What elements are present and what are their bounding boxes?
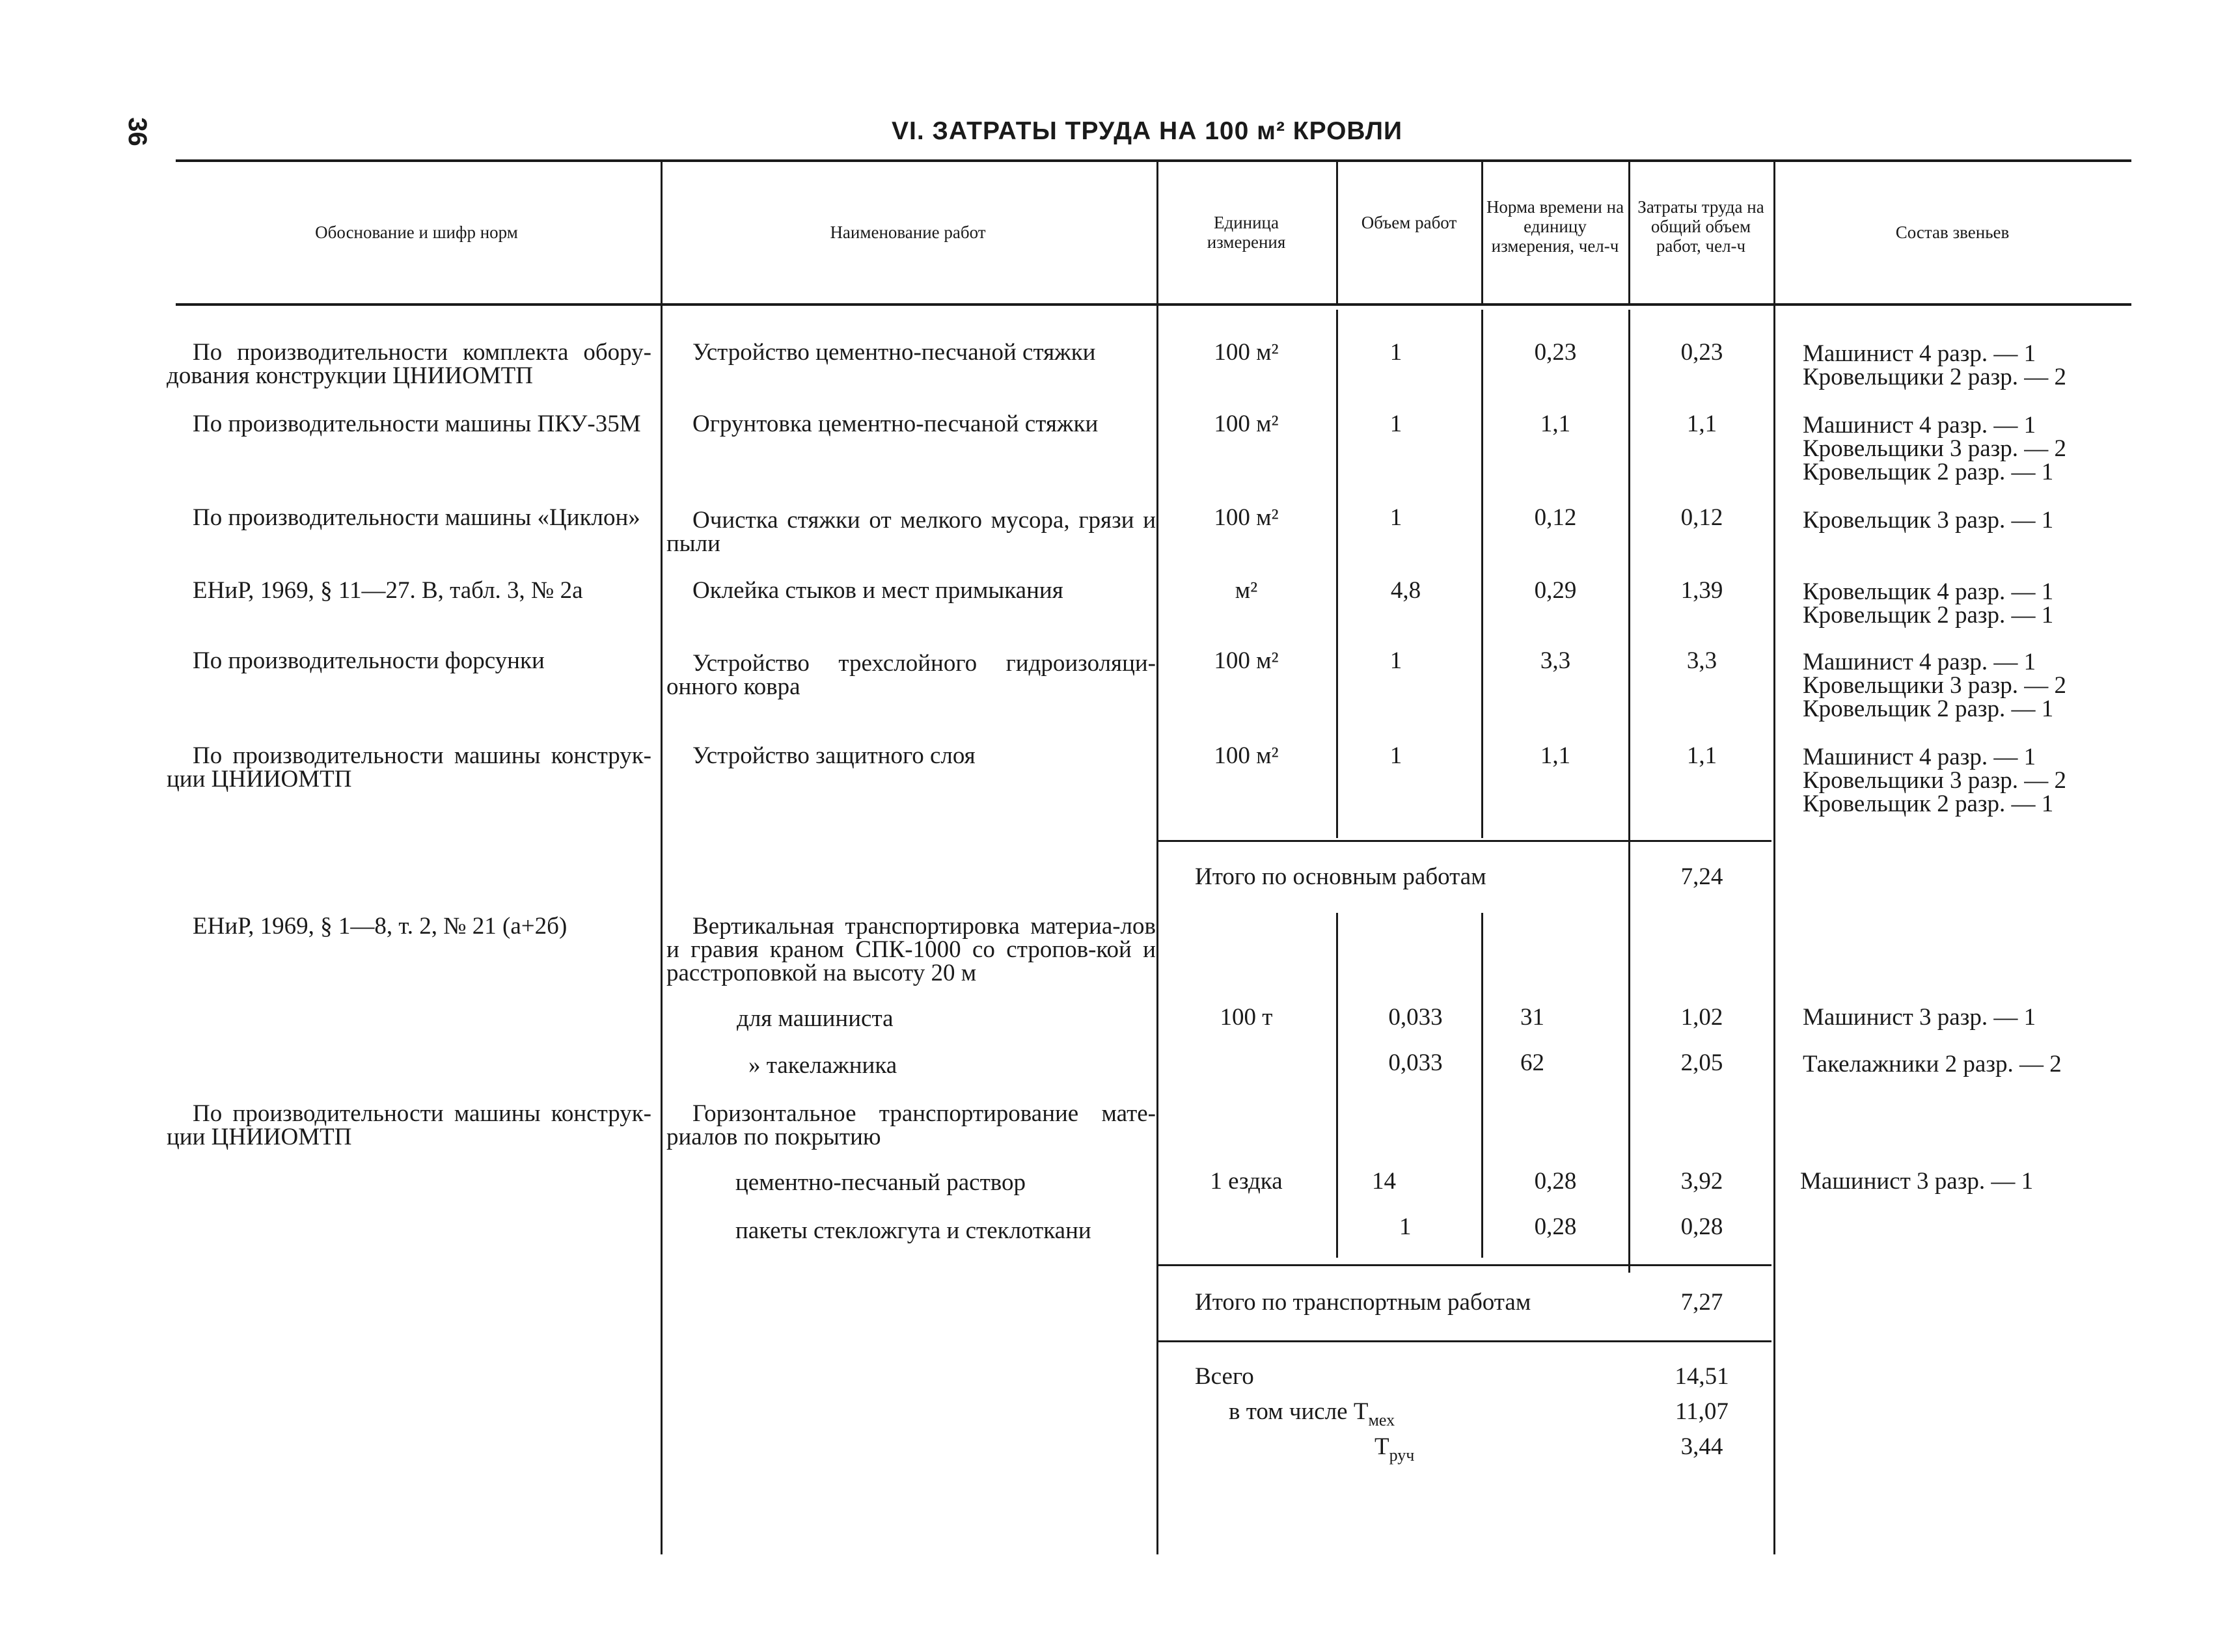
row-work: Очистка стяжки от мелкого мусора, грязи и пыли (666, 507, 1156, 557)
row-crew-line: Кровельщики 3 разр. — 2 (1803, 435, 2067, 462)
sub-label: для машиниста (737, 1005, 894, 1032)
manual-value: 3,44 (1680, 1433, 1723, 1460)
row-work: Огрунтовка цементно-песчаной стяжки (692, 411, 1099, 437)
row-basis: ЕНиР, 1969, § 11—27. В, табл. 3, № 2а (193, 577, 583, 604)
mech-subscript: мех (1368, 1411, 1395, 1429)
sub-norm: 31 (1520, 1004, 1544, 1031)
row-crew-line: Кровельщик 2 разр. — 1 (1803, 602, 2054, 629)
row-crew-line: Кровельщик 2 разр. — 1 (1803, 459, 2054, 485)
row-volume: 1 (1389, 504, 1402, 531)
row-crew-line: Кровельщики 2 разр. — 2 (1803, 364, 2067, 390)
col-divider-3 (1336, 162, 1338, 303)
row-work: Устройство трехслойного гидроизоляци-онного ковра (666, 650, 1156, 700)
sub-volume: 0,033 (1388, 1049, 1443, 1076)
subtotal-transport-rule (1158, 1264, 1771, 1266)
mech-label (1229, 1400, 1395, 1432)
row-basis: По производительности машины «Циклон» (193, 504, 640, 531)
row-crew-line: Машинист 4 разр. — 1 (1803, 744, 2036, 770)
mech-value: 11,07 (1675, 1398, 1729, 1425)
col-divider-4-transport (1481, 913, 1483, 1258)
sub-volume: 14 (1372, 1168, 1396, 1195)
row-crew-line: Машинист 4 разр. — 1 (1803, 340, 2036, 367)
manual-subscript: руч (1389, 1446, 1415, 1465)
col-divider-6 (1773, 162, 1775, 1554)
horizontal-work: Горизонтальное транспортирование мате-риалов по покрытию (666, 1100, 1156, 1150)
header-volume: Объем работ (1361, 213, 1457, 232)
sub-unit: 1 ездка (1210, 1168, 1283, 1195)
sub-volume: 1 (1399, 1213, 1412, 1240)
subtotal-main-rule (1158, 840, 1771, 842)
page-title: VI. ЗАТРАТЫ ТРУДА НА 100 м² КРОВЛИ (892, 117, 1402, 145)
sub-norm: 0,28 (1534, 1168, 1577, 1195)
vertical-work: Вертикальная транспортировка материа-лов и гравия краном СПК-1000 со стропов-кой и расстроповкой на высоту 20 м (666, 913, 1156, 986)
col-divider-2 (1156, 162, 1158, 1554)
subtotal-main-value: 7,24 (1680, 863, 1723, 890)
row-unit: 100 м² (1214, 742, 1279, 769)
row-unit: 100 м² (1214, 411, 1279, 437)
total-rule (1158, 1340, 1771, 1342)
sub-label: цементно-песчаный раствор (735, 1169, 1026, 1196)
row-volume: 1 (1389, 647, 1402, 674)
header-norm: Норма времени на единицу измерения, чел-ч (1486, 197, 1624, 256)
vertical-basis: ЕНиР, 1969, § 1—8, т. 2, № 21 (а+2б) (193, 913, 568, 940)
row-crew-line: Кровельщик 4 разр. — 1 (1803, 578, 2054, 605)
row-norm: 0,12 (1534, 504, 1577, 531)
header-basis: Обоснование и шифр норм (315, 223, 518, 242)
sub-norm: 0,28 (1534, 1213, 1577, 1240)
total-value: 14,51 (1675, 1363, 1729, 1390)
header-unit: Единица измерения (1207, 213, 1286, 252)
manual-label-text: Т (1374, 1433, 1389, 1460)
row-crew-line: Кровельщик 2 разр. — 1 (1803, 696, 2054, 722)
row-unit: м² (1235, 577, 1258, 604)
row-crew-line: Кровельщик 3 разр. — 1 (1803, 507, 2054, 534)
row-crew-line: Машинист 4 разр. — 1 (1803, 649, 2036, 675)
total-label: Всего (1195, 1363, 1254, 1390)
col-divider-4 (1481, 162, 1483, 303)
row-volume: 4,8 (1390, 577, 1421, 604)
sub-label: » такелажника (748, 1052, 897, 1079)
row-volume: 1 (1389, 339, 1402, 366)
sub-norm: 62 (1520, 1049, 1544, 1076)
row-cost: 1,1 (1686, 742, 1717, 769)
manual-label (1374, 1435, 1414, 1467)
row-unit: 100 м² (1214, 504, 1279, 531)
col-divider-5 (1628, 162, 1630, 303)
subtotal-transport-value: 7,27 (1680, 1289, 1723, 1316)
row-crew-line: Кровельщик 2 разр. — 1 (1803, 791, 2054, 817)
sub-label: пакеты стекложгута и стеклоткани (735, 1217, 1091, 1244)
mech-label-text: в том числе Т (1229, 1398, 1369, 1425)
row-norm: 0,23 (1534, 339, 1577, 366)
sub-cost: 1,02 (1680, 1004, 1723, 1031)
row-cost: 0,12 (1680, 504, 1723, 531)
page-number: 36 (122, 117, 152, 146)
row-volume: 1 (1389, 742, 1402, 769)
sub-cost: 3,92 (1680, 1168, 1723, 1195)
row-cost: 1,39 (1680, 577, 1723, 604)
row-basis: По производительности машины ПКУ-35М (193, 411, 641, 437)
row-norm: 3,3 (1540, 647, 1571, 674)
sub-volume: 0,033 (1388, 1004, 1443, 1031)
subtotal-main-label: Итого по основным работам (1195, 863, 1486, 890)
sub-cost: 0,28 (1680, 1213, 1723, 1240)
col-divider-5-main (1628, 310, 1630, 1273)
row-unit: 100 м² (1214, 339, 1279, 366)
row-basis: По производительности форсунки (193, 647, 545, 674)
row-crew-line: Кровельщики 3 разр. — 2 (1803, 767, 2067, 794)
sub-crew: Машинист 3 разр. — 1 (1800, 1168, 2034, 1195)
row-unit: 100 м² (1214, 647, 1279, 674)
row-work: Оклейка стыков и мест примыкания (692, 577, 1063, 604)
col-divider-4-main (1481, 310, 1483, 838)
sub-crew: Такелажники 2 разр. — 2 (1803, 1051, 2062, 1077)
row-norm: 0,29 (1534, 577, 1577, 604)
table-top-rule (176, 159, 2131, 162)
row-basis: По производительности машины конструк-ции ЦНИИОМТП (167, 742, 651, 792)
sub-unit: 100 т (1220, 1004, 1273, 1031)
row-volume: 1 (1389, 411, 1402, 437)
subtotal-transport-label: Итого по транспортным работам (1195, 1289, 1531, 1316)
row-crew-line: Машинист 4 разр. — 1 (1803, 412, 2036, 439)
row-cost: 1,1 (1686, 411, 1717, 437)
row-crew-line: Кровельщики 3 разр. — 2 (1803, 672, 2067, 699)
header-crew: Состав звеньев (1895, 223, 2010, 242)
row-basis: По производительности комплекта обору-дования конструкции ЦНИИОМТП (167, 339, 651, 389)
row-cost: 3,3 (1686, 647, 1717, 674)
header-work: Наименование работ (830, 223, 986, 242)
col-divider-1 (661, 162, 663, 1554)
row-norm: 1,1 (1540, 411, 1571, 437)
row-work: Устройство защитного слоя (692, 742, 976, 769)
row-norm: 1,1 (1540, 742, 1571, 769)
sub-cost: 2,05 (1680, 1049, 1723, 1076)
header-bottom-rule (176, 303, 2131, 306)
sub-crew: Машинист 3 разр. — 1 (1803, 1004, 2036, 1031)
col-divider-3-transport (1336, 913, 1338, 1258)
col-divider-3-main (1336, 310, 1338, 838)
header-cost: Затраты труда на общий объем работ, чел-ч (1637, 197, 1764, 256)
row-cost: 0,23 (1680, 339, 1723, 366)
horizontal-basis: По производительности машины конструк-ции ЦНИИОМТП (167, 1100, 651, 1150)
row-work: Устройство цементно-песчаной стяжки (692, 339, 1096, 366)
